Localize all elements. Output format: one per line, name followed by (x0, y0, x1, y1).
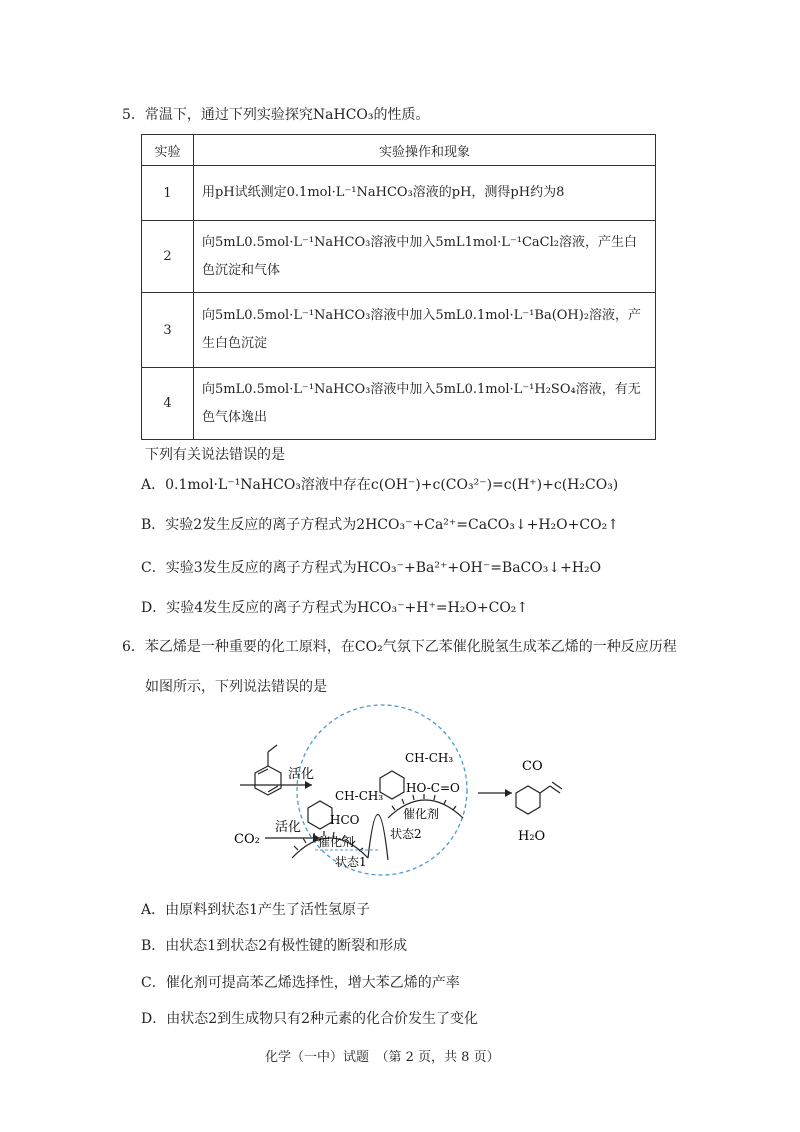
question-6-stem: 6．苯乙烯是一种重要的化工原料，在CO₂气氛下乙苯催化脱氢生成苯乙烯的一种反应历程 (122, 639, 677, 655)
hco-label: HCO (330, 813, 360, 827)
product-h2o-label: H₂O (518, 829, 546, 844)
catalyst-label-2: 催化剂 (403, 807, 440, 821)
question-6-stem-line2: 如图所示，下列说法错误的是 (145, 679, 327, 695)
table-header-no: 实验 (142, 135, 194, 166)
row-number: 1 (142, 166, 194, 221)
q6-option-c[interactable]: C．催化剂可提高苯乙烯选择性，增大苯乙烯的产率 (141, 975, 460, 991)
state1-label: 状态1 (335, 855, 367, 869)
ethylbenzene-structure (255, 745, 281, 795)
ho-c-o-label: HO-C=O (406, 781, 460, 795)
state1-structure (292, 801, 388, 860)
row-description: 向5mL0.5mol·L⁻¹NaHCO₃溶液中加入5mL0.1mol·L⁻¹H₂SO₄溶液，有无色气体逸出 (194, 368, 656, 440)
row-description: 向5mL0.5mol·L⁻¹NaHCO₃溶液中加入5mL1mol·L⁻¹CaCl₂溶液，产生白色沉淀和气体 (194, 221, 656, 293)
q5-option-a[interactable]: A．0.1mol·L⁻¹NaHCO₃溶液中存在c(OH⁻)+c(CO₃²⁻)=c(H⁺)+c(H₂CO₃) (141, 477, 619, 493)
ch-ch3-label-1: CH-CH₃ (335, 789, 384, 803)
co2-label: CO₂ (234, 832, 260, 847)
q6-option-a[interactable]: A．由原料到状态1产生了活性氢原子 (141, 902, 371, 918)
table-row (142, 221, 656, 293)
q5-option-b[interactable]: B．实验2发生反应的离子方程式为2HCO₃⁻+Ca²⁺=CaCO₃↓+H₂O+CO₂↑ (141, 517, 619, 533)
row-number: 4 (142, 368, 194, 440)
q6-option-d[interactable]: D．由状态2到生成物只有2种元素的化合价发生了变化 (141, 1011, 479, 1027)
table-row (142, 293, 656, 368)
row-description: 用pH试纸测定0.1mol·L⁻¹NaHCO₃溶液的pH，测得pH约为8 (194, 166, 656, 221)
q5-option-d[interactable]: D．实验4发生反应的离子方程式为HCO₃⁻+H⁺=H₂O+CO₂↑ (141, 600, 529, 616)
table-row (142, 368, 656, 440)
question-5-intro: 下列有关说法错误的是 (145, 447, 285, 463)
row-description: 向5mL0.5mol·L⁻¹NaHCO₃溶液中加入5mL0.1mol·L⁻¹Ba(OH)₂溶液，产生白色沉淀 (194, 293, 656, 368)
reaction-mechanism-diagram (220, 700, 590, 880)
activate-label-bottom: 活化 (275, 820, 302, 835)
q5-option-c[interactable]: C．实验3发生反应的离子方程式为HCO₃⁻+Ba²⁺+OH⁻=BaCO₃↓+H₂O (141, 560, 602, 576)
table-row (142, 166, 656, 221)
ch-ch3-label-2: CH-CH₃ (405, 751, 454, 765)
product-co-label: CO (522, 759, 543, 774)
table-header-desc: 实验操作和现象 (194, 135, 656, 166)
row-number: 2 (142, 221, 194, 293)
row-number: 3 (142, 293, 194, 368)
catalyst-label-1: 催化剂 (318, 835, 355, 849)
styrene-structure (516, 782, 562, 814)
state2-label: 状态2 (390, 827, 422, 841)
experiment-table (141, 134, 656, 440)
activate-label-top: 活化 (288, 767, 315, 782)
question-5-title: 5．常温下，通过下列实验探究NaHCO₃的性质。 (122, 107, 430, 123)
page-footer: 化学（一中）试题 （第 2 页，共 8 页） (265, 1050, 500, 1065)
table-header-row (142, 135, 656, 166)
q6-option-b[interactable]: B．由状态1到状态2有极性键的断裂和形成 (141, 938, 408, 954)
